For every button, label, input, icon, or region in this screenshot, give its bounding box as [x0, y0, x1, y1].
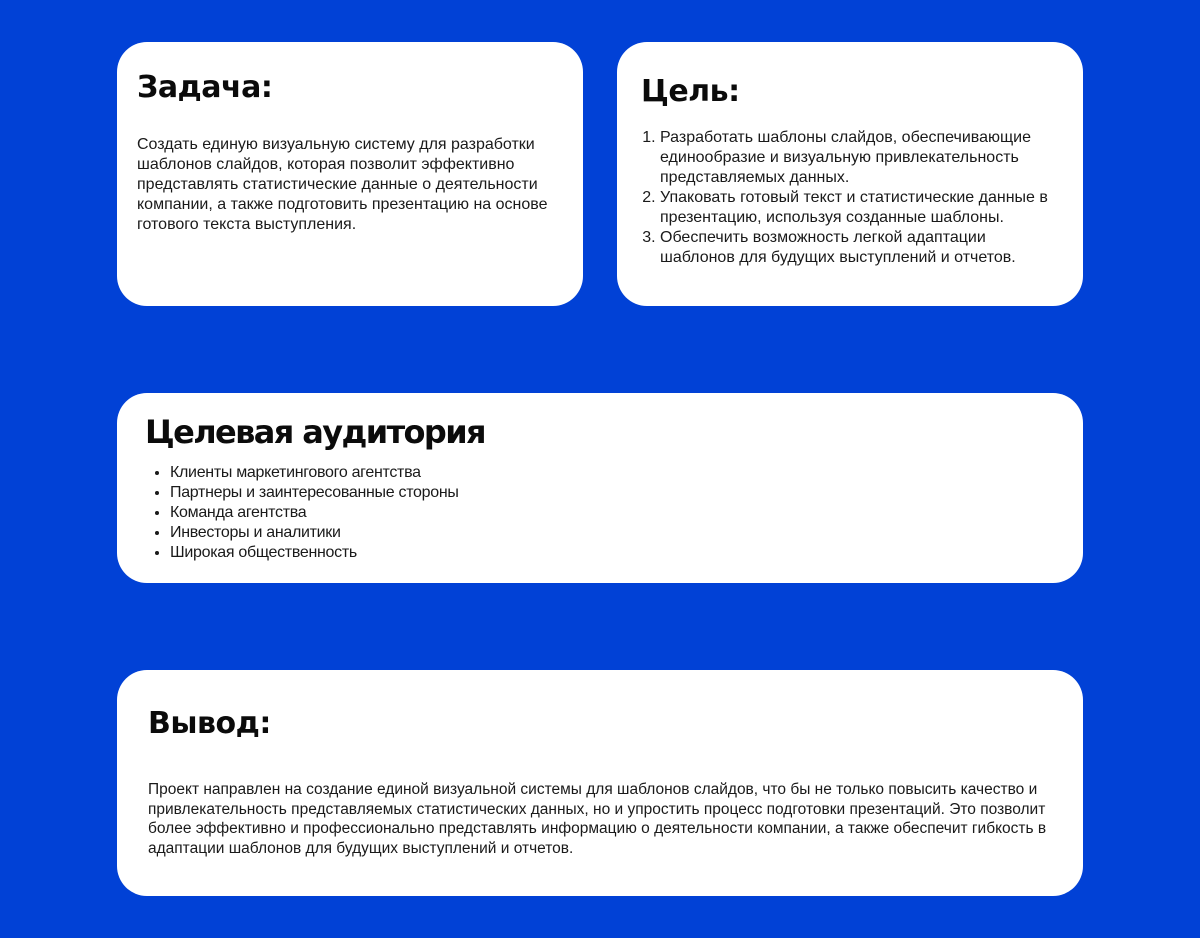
goal-item: 1. Разработать шаблоны слайдов, обеспечивающие единообразие и визуальную привлекательность представляемых данных.: [660, 128, 1063, 188]
audience-item: • Команда агентства: [170, 503, 1055, 523]
audience-card: [117, 393, 1083, 583]
audience-item: • Клиенты маркетингового агентства: [170, 463, 1055, 483]
goal-card: [617, 42, 1083, 306]
task-card: [117, 42, 583, 306]
conclusion-card: [117, 670, 1083, 896]
goal-title: Цель:: [641, 74, 740, 109]
task-text: Создать единую визуальную систему для разработки шаблонов слайдов, которая позволит эффективно представлять статистические данные о деятельности компании, а также подготовить презентацию на основе готового текста выступления.: [137, 136, 548, 233]
goal-list: [641, 128, 1063, 268]
task-title: Задача:: [137, 70, 273, 105]
goal-item: 2. Упаковать готовый текст и статистические данные в презентацию, используя созданные шаблоны.: [660, 188, 1063, 228]
conclusion-title: Вывод:: [148, 706, 271, 741]
audience-list: [145, 463, 1055, 563]
audience-item: • Широкая общественность: [170, 543, 1055, 563]
audience-title: Целевая аудитория: [145, 413, 485, 451]
conclusion-text: Проект направлен на создание единой визуальной системы для шаблонов слайдов, что бы не только повысить качество и привлекательность представляемых статистических данных, но и упростить процесс подготовки презентаций. Это позволит более эффективно и профессионально представлять информацию о деятельности компании, а также обеспечит гибкость в адаптации шаблонов для будущих выступлений и отчетов.: [148, 781, 1047, 857]
audience-item: • Партнеры и заинтересованные стороны: [170, 483, 1055, 503]
goal-item: 3. Обеспечить возможность легкой адаптации шаблонов для будущих выступлений и отчетов.: [660, 228, 1063, 268]
audience-item: • Инвесторы и аналитики: [170, 523, 1055, 543]
